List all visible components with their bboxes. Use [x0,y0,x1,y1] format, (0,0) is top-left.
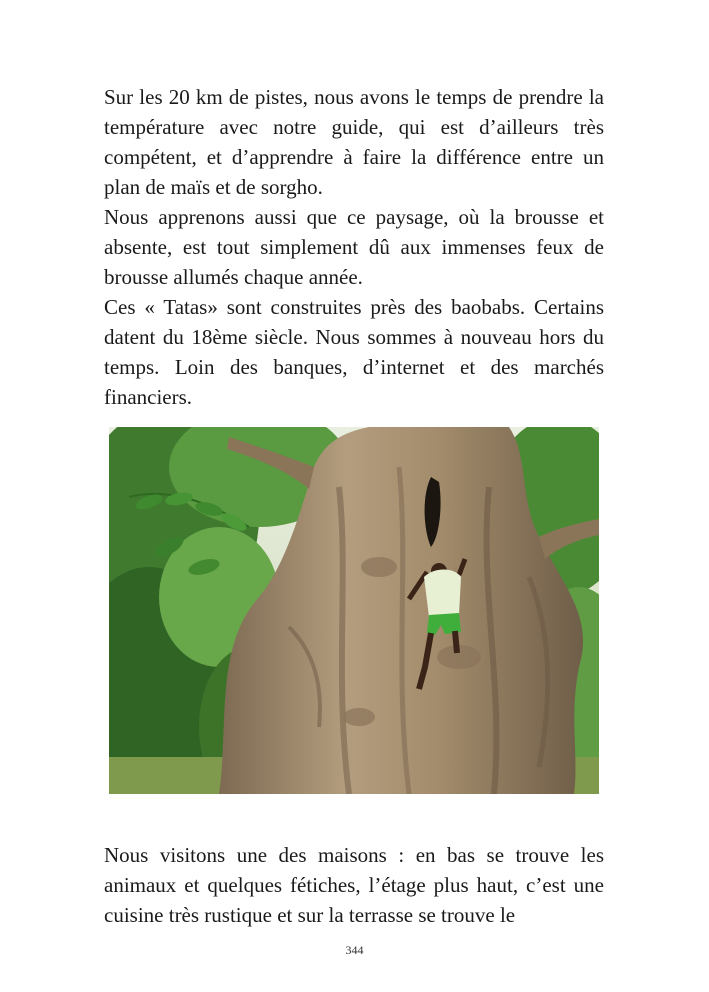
paragraph: Nous apprenons aussi que ce paysage, où la brousse et absente, est tout simplement dû aux immenses feux de brousse allumés chaque année. [104,205,604,289]
paragraph: Sur les 20 km de pistes, nous avons le temps de prendre la température avec notre guide, qui est d’ailleurs très compétent, et d’apprendre à faire la différence entre un plan de maïs et de sorgho. [104,85,604,199]
body-text-top [104,82,604,412]
page-number: 344 [345,943,364,957]
baobab-illustration [109,427,599,794]
body-text-bottom [104,840,604,930]
baobab-photo [109,427,599,794]
paragraph: Ces « Tatas» sont construites près des baobabs. Certains datent du 18ème siècle. Nous sommes à nouveau hors du temps. Loin des banques, d’internet et des marchés financiers. [104,295,604,409]
paragraph: Nous visitons une des maisons : en bas se trouve les animaux et quelques fétiches, l’étage plus haut, c’est une cuisine très rustique et sur la terrasse se trouve le [104,843,604,927]
